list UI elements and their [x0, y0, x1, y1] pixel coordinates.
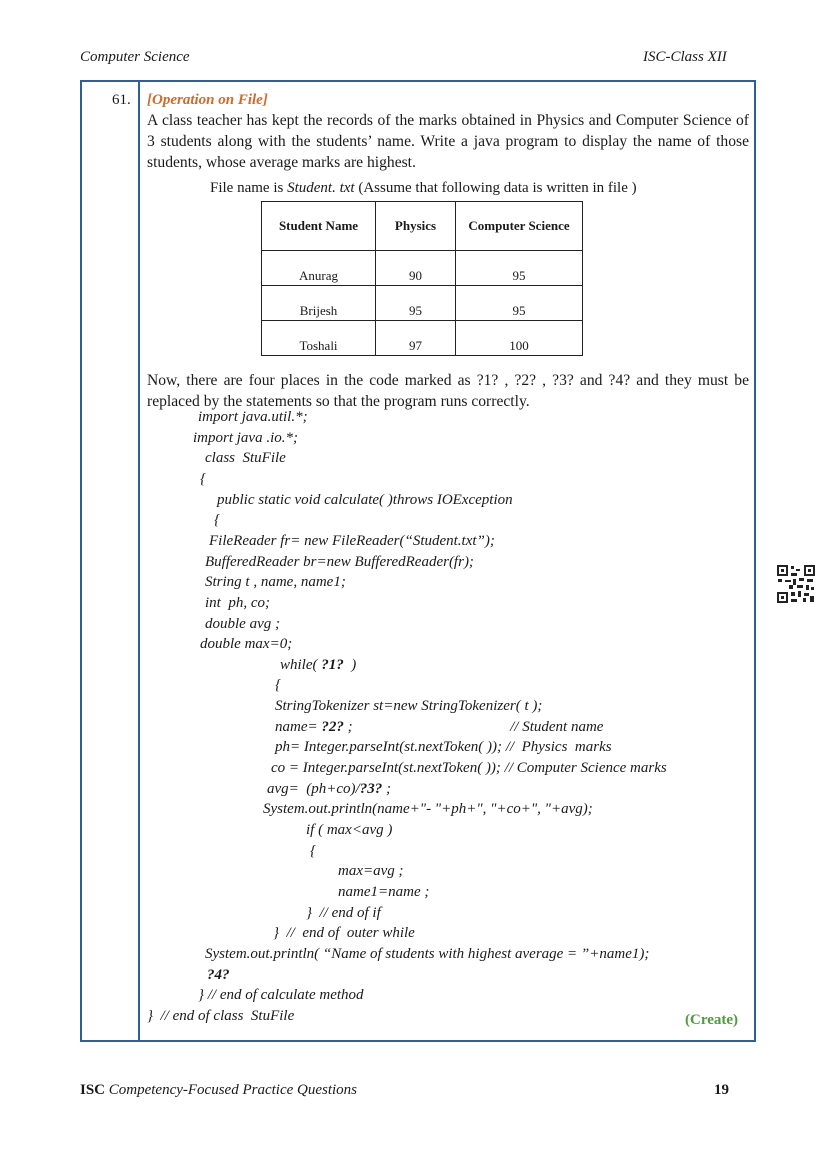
code-line — [275, 697, 542, 715]
table-row — [262, 321, 583, 356]
code-line — [338, 862, 404, 880]
col-header: Physics — [376, 202, 456, 251]
code-line — [217, 491, 513, 509]
code-line — [267, 780, 391, 798]
code-line — [205, 594, 270, 612]
data-table — [261, 201, 583, 356]
code-text: ) — [343, 656, 357, 673]
code-line — [273, 924, 415, 942]
page-number: 19 — [714, 1082, 729, 1098]
code-text: } // end of calculate method — [198, 987, 364, 1004]
code-text: FileReader fr= new FileReader(“Student.txt”); — [209, 532, 495, 549]
file-name-line — [210, 180, 637, 197]
table-row — [262, 251, 583, 286]
code-placeholder: ?1? — [321, 656, 344, 673]
file-name: Student. txt — [287, 180, 355, 196]
code-line — [207, 966, 230, 984]
table-cell: Anurag — [262, 251, 376, 286]
question-number: 61. — [112, 92, 131, 108]
table-row — [262, 286, 583, 321]
code-text: { — [214, 512, 220, 529]
code-line — [306, 821, 392, 839]
code-line — [205, 553, 474, 571]
code-line — [205, 573, 346, 591]
table-cell: 95 — [376, 286, 456, 321]
code-line — [200, 635, 292, 653]
table-cell: 97 — [376, 321, 456, 356]
table-cell: Brijesh — [262, 286, 376, 321]
code-text: ; — [382, 780, 391, 797]
code-text: name= — [275, 718, 322, 735]
code-line — [205, 615, 280, 633]
footer-brand: ISC — [80, 1082, 106, 1098]
table-cell: 95 — [456, 286, 583, 321]
code-line — [306, 904, 381, 922]
code-line — [275, 738, 612, 756]
code-line — [200, 470, 206, 488]
code-text: while( — [280, 656, 322, 673]
code-line — [205, 945, 649, 963]
code-line — [214, 511, 220, 529]
code-line — [310, 842, 316, 860]
code-text: { — [310, 842, 316, 859]
code-text: BufferedReader br=new BufferedReader(fr); — [205, 553, 474, 570]
col-header: Computer Science — [456, 202, 583, 251]
code-text: } // end of if — [306, 904, 381, 921]
code-text: name1=name ; — [338, 883, 430, 900]
file-prefix: File name is — [210, 180, 288, 196]
code-text: int ph, co; — [205, 594, 270, 611]
table-cell: 100 — [456, 321, 583, 356]
code-text: ph= Integer.parseInt(st.nextToken( )); // Physics marks — [275, 739, 612, 756]
code-line — [275, 718, 603, 736]
code-text: avg= (ph+co)/ — [267, 780, 360, 797]
code-text: StringTokenizer st=new StringTokenizer( t ); — [275, 698, 543, 715]
question-intro: A class teacher has kept the records of the marks obtained in Physics and Computer Science of 3 students along with the students’ name. Write a java program to display the name of those students, whose average marks are highest. — [147, 112, 749, 171]
code-text: { — [275, 677, 281, 694]
code-text: import java .io.*; — [193, 429, 298, 446]
code-text: } // end of class StuFile — [147, 1007, 295, 1024]
code-line — [263, 800, 593, 818]
code-line — [280, 656, 356, 674]
code-text: String t , name, name1; — [205, 574, 346, 591]
table-cell: 95 — [456, 251, 583, 286]
question-title: [Operation on File] — [147, 92, 268, 108]
qr-code-icon — [777, 565, 815, 603]
table-cell: 90 — [376, 251, 456, 286]
code-line — [198, 986, 364, 1004]
code-placeholder: ?2? — [321, 718, 344, 735]
code-line — [198, 408, 308, 426]
code-line — [193, 429, 298, 447]
table-header-row — [262, 202, 583, 251]
footer-title — [80, 1082, 357, 1099]
code-placeholder: ?3? — [359, 780, 383, 797]
code-text: System.out.println( “Name of students with highest average = ”+name1); — [205, 945, 650, 962]
code-text: public static void calculate( )throws IOException — [217, 491, 513, 508]
code-line — [209, 532, 495, 550]
col-header: Student Name — [262, 202, 376, 251]
code-text: max=avg ; — [338, 863, 404, 880]
footer-subtitle: Competency-Focused Practice Questions — [105, 1082, 358, 1098]
code-line — [338, 883, 429, 901]
code-text: class StuFile — [205, 450, 286, 467]
code-line — [205, 449, 286, 467]
header-class: ISC-Class XII — [643, 49, 727, 65]
code-text: if ( max<avg ) — [306, 822, 393, 838]
code-text: System.out.println(name+"- "+ph+", "+co+", "+avg); — [263, 801, 593, 818]
header-subject: Computer Science — [80, 49, 190, 65]
code-text: } // end of outer while — [273, 925, 415, 942]
code-text: co = Integer.parseInt(st.nextToken( )); // Computer Science marks — [271, 760, 667, 777]
code-text: double max=0; — [200, 636, 293, 653]
code-line — [275, 676, 281, 694]
code-line — [271, 759, 667, 777]
skill-tag: (Create) — [685, 1012, 739, 1028]
code-placeholder: ?4? — [207, 966, 230, 983]
instruction-text: Now, there are four places in the code marked as ?1? , ?2? , ?3? and ?4? and they must be replaced by the statements so that the program runs correctly. — [147, 372, 749, 410]
column-divider — [138, 80, 140, 1042]
code-line — [147, 1007, 294, 1025]
table-cell: Toshali — [262, 321, 376, 356]
code-text: { — [200, 470, 206, 487]
code-text: ; // Student name — [343, 718, 604, 735]
code-text: import java.util.*; — [198, 409, 308, 425]
code-text: double avg ; — [205, 615, 280, 632]
file-suffix: (Assume that following data is written in file ) — [354, 180, 637, 196]
